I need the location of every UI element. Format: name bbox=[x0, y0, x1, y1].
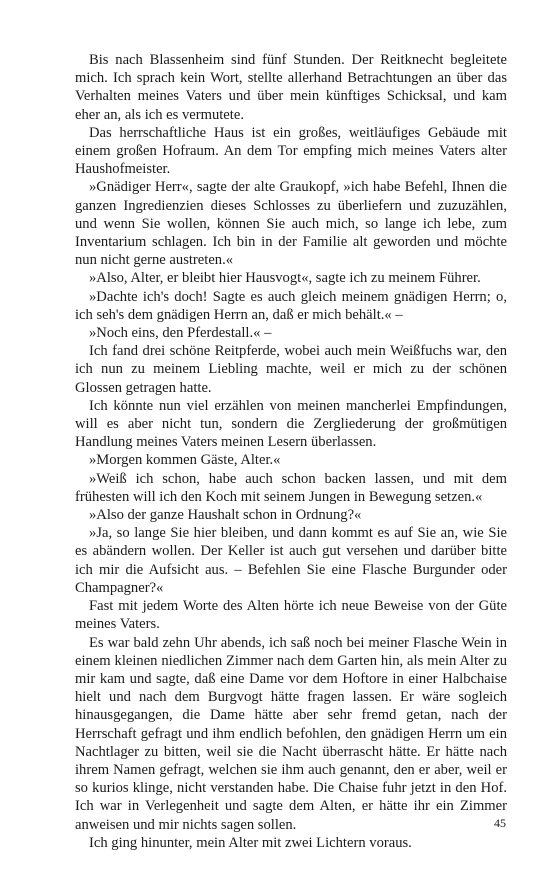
paragraph: Fast mit jedem Worte des Alten hörte ich neue Beweise von der Güte meines Vaters. bbox=[75, 598, 507, 633]
paragraph: »Noch eins, den Pferdestall.« – bbox=[89, 325, 272, 342]
paragraph: »Morgen kommen Gäste, Alter.« bbox=[89, 452, 281, 469]
paragraph: »Ja, so lange Sie hier bleiben, und dann kommt es auf Sie an, wie Sie es abändern wollen. Der Keller ist auch gut versehen und darüber bitte ich mir die Aufsicht aus. – Befehlen Sie eine Flasche Burgunder oder Champagner?« bbox=[75, 525, 507, 596]
paragraph: »Gnädiger Herr«, sagte der alte Graukopf, »ich habe Befehl, Ihnen die ganzen Ingredienzien dieses Schlosses zu überliefern und zuzuzählen, und wenn Sie wollen, können Sie auch mich, so lange ich lebe, zum Inventarium schlagen. Ich bin in der Familie alt geworden und möchte nun nicht gerne austreten.« bbox=[75, 179, 507, 269]
paragraph: »Also, Alter, er bleibt hier Hausvogt«, sagte ich zu meinem Führer. bbox=[89, 270, 481, 287]
paragraph: Ich könnte nun viel erzählen von meinen mancherlei Empfindungen, will es aber nicht tun, sondern die Zergliederung der großmütigen Handlung meines Vaters meinen Lesern überlassen. bbox=[75, 397, 507, 451]
page-number: 45 bbox=[494, 816, 506, 830]
paragraph: Es war bald zehn Uhr abends, ich saß noch bei meiner Flasche Wein in einem kleinen niedlichen Zimmer nach dem Garten hin, als mein Alter zu mir kam und sagte, daß eine Dame vor dem Hoftore in einer Halbchaise hielt und nach dem Burgvogt hätte fragen lassen. Er wäre sogleich hinausgegangen, die Dame hätte aber sehr fremd getan, nach der Herrschaft gefragt und ihm endlich befohlen, den gnädigen Herrn um ein Nachtlager zu bitten, weil sie die Nacht überrascht hätte. Er hätte nach ihrem Namen gefragt, welchen sie ihm auch genannt, den er aber, weil er so kurios klinge, nicht verstanden habe. Die Chaise fuhr jetzt in den Hof. Ich war in Verlegenheit und sagte dem Alten, er hätte ihr ein Zimmer anweisen und mir nichts sagen sollen. bbox=[75, 634, 507, 833]
paragraph: Ich ging hinunter, mein Alter mit zwei Lichtern voraus. bbox=[89, 834, 412, 851]
paragraph: Bis nach Blassenheim sind fünf Stunden. Der Reitknecht begleitete mich. Ich sprach kein Wort, stellte allerhand Betrachtungen an über das Verhalten meines Vaters und über mein künftiges Schicksal, und kam eher an, als ich es vermutete. bbox=[75, 52, 507, 123]
paragraph: »Dachte ich's doch! Sagte es auch gleich meinem gnädigen Herrn; o, ich seh's dem gnädigen Herrn an, daß er mich behält.« – bbox=[75, 288, 507, 323]
paragraph: »Weiß ich schon, habe auch schon backen lassen, und mit dem frühesten will ich den Koch mit seinem Jungen in Bewegung setzen.« bbox=[75, 470, 507, 505]
paragraph: Das herrschaftliche Haus ist ein großes, weitläufiges Gebäude mit einem großen Hofraum. An dem Tor empfing mich meines Vaters alter Haushofmeister. bbox=[75, 124, 507, 178]
paragraph: »Also der ganze Haushalt schon in Ordnung?« bbox=[89, 507, 362, 524]
paragraph: Ich fand drei schöne Reitpferde, wobei auch mein Weißfuchs war, den ich nun zu meinem Liebling machte, weil er mich zu der schönen Glossen getragen hatte. bbox=[75, 343, 507, 396]
book-page-body bbox=[75, 51, 507, 852]
